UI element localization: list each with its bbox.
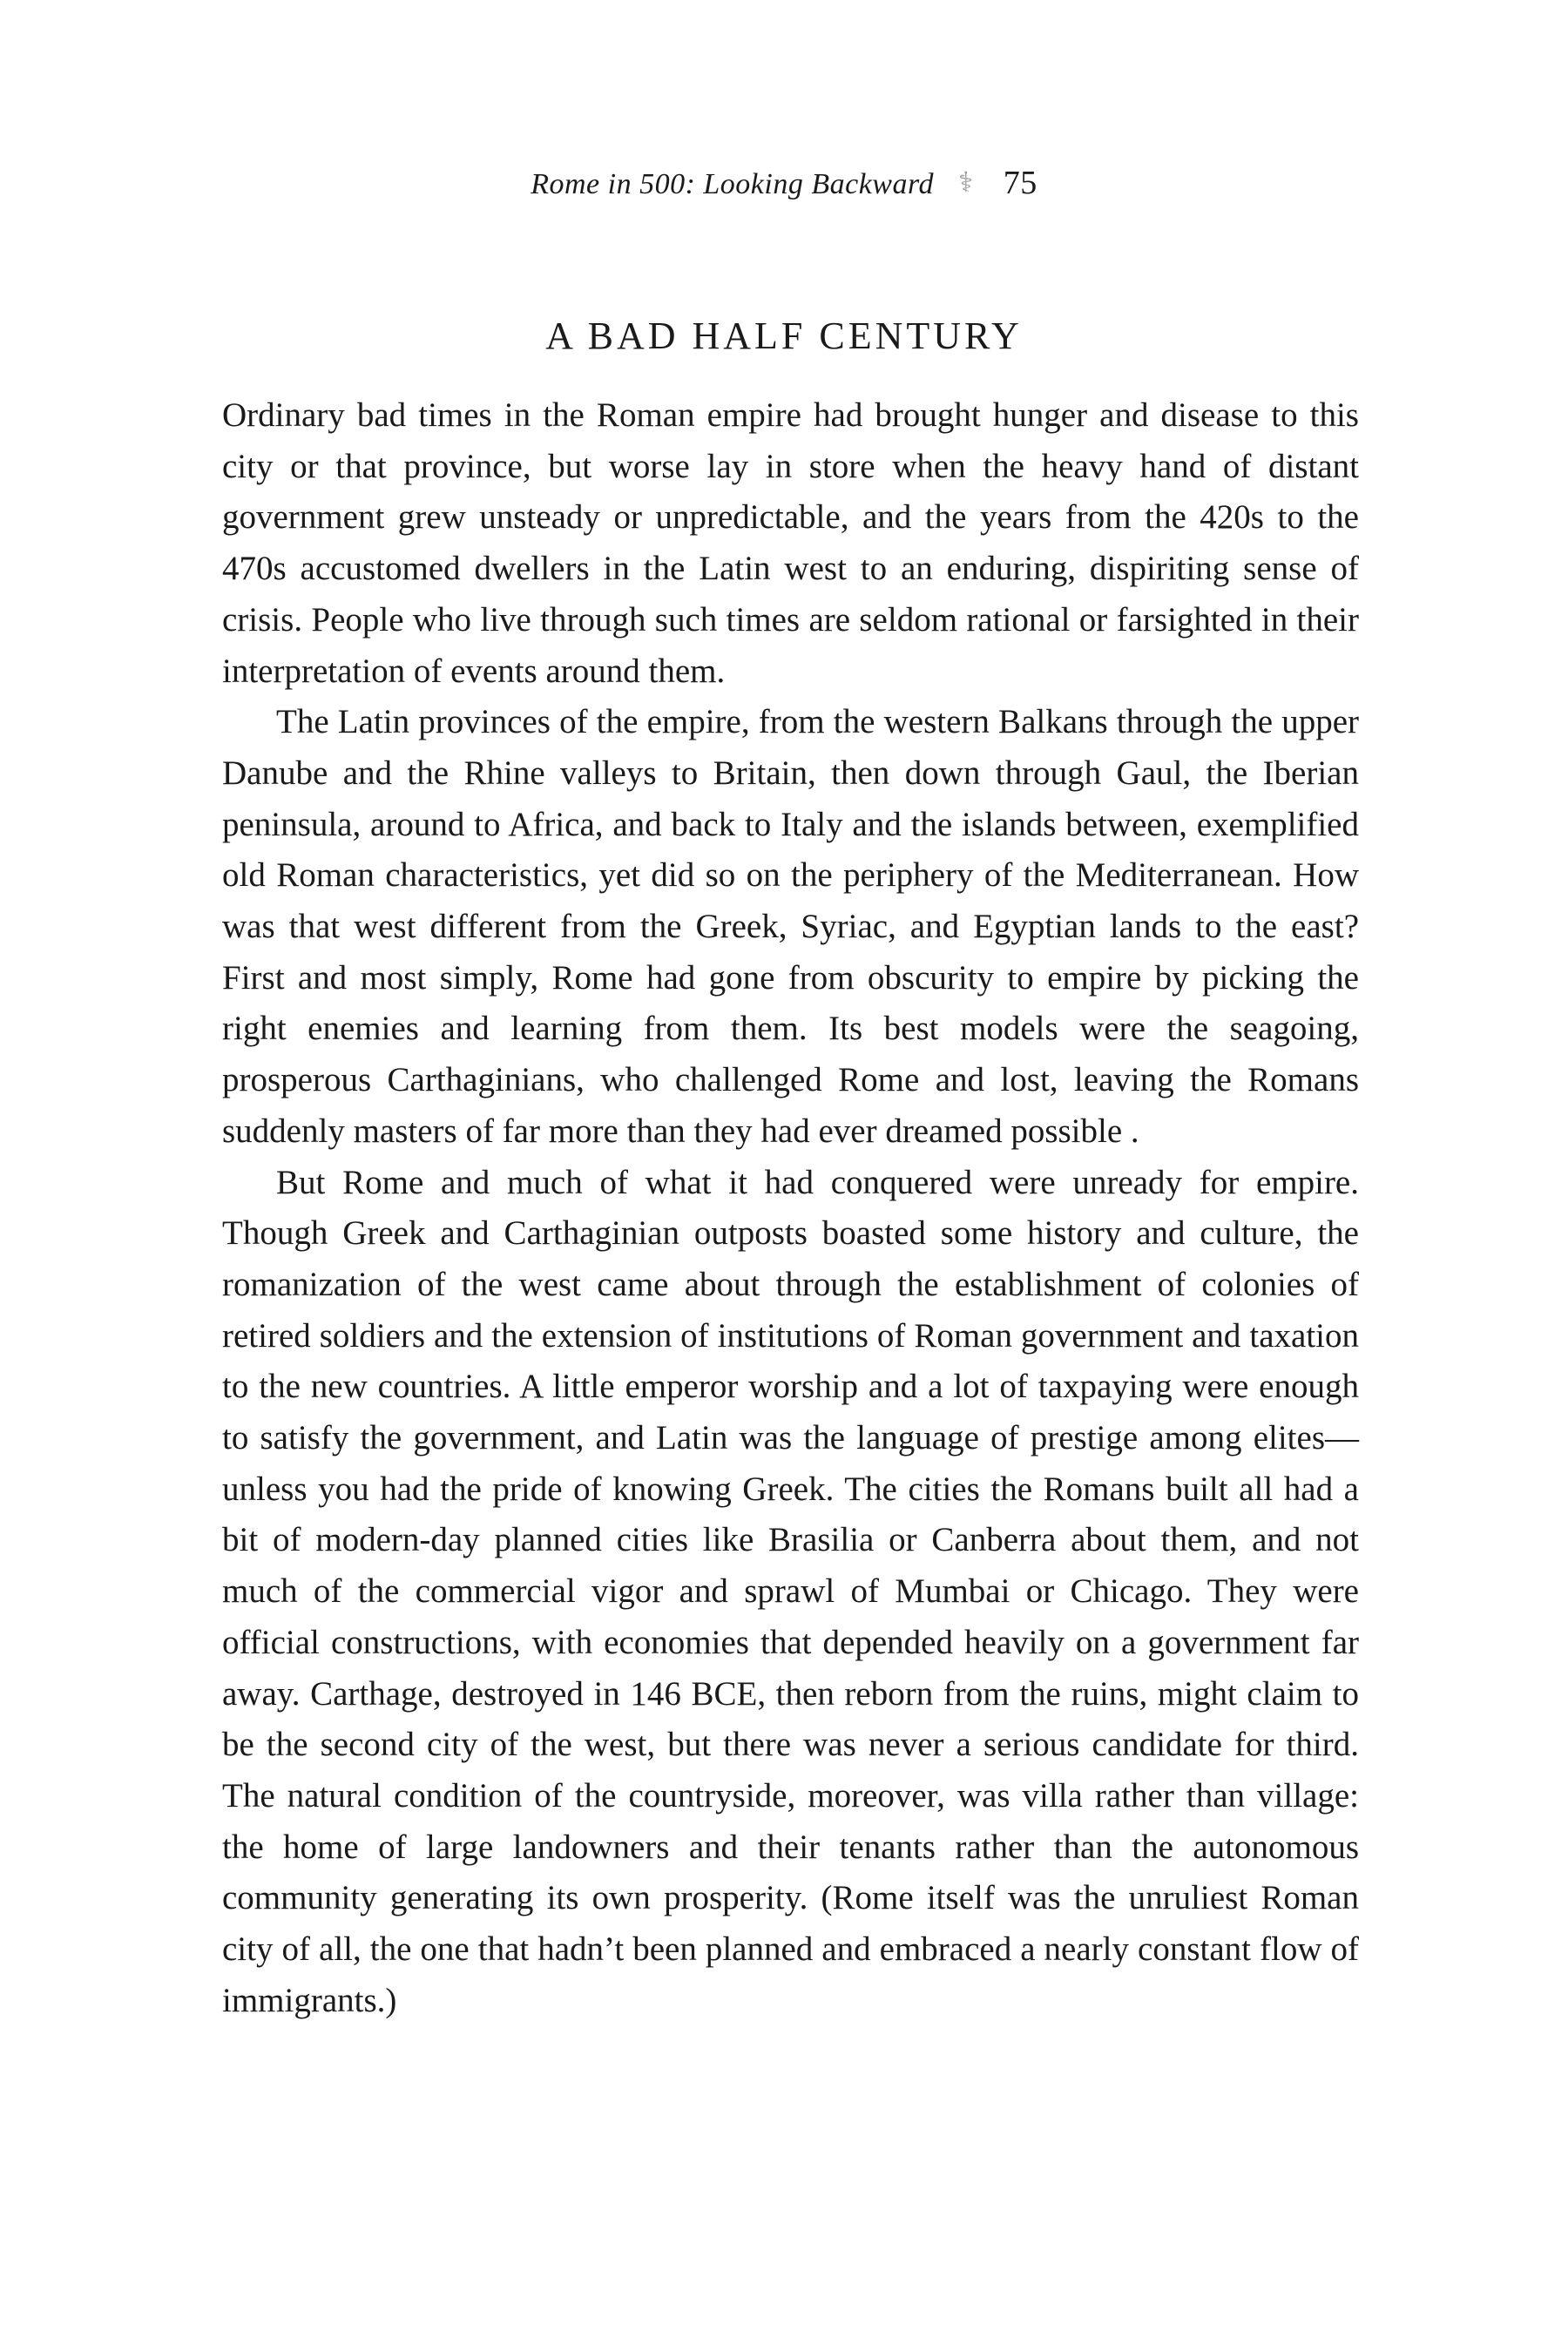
running-head — [0, 164, 1568, 202]
section-title: A BAD HALF CENTURY — [545, 314, 1023, 357]
caduceus-ornament-icon: ⚕ — [957, 166, 974, 198]
body-text — [222, 390, 1359, 2027]
paragraph-1: Ordinary bad times in the Roman empire had brought hunger and disease to this city or that province, but worse lay in store when the heavy hand of distant government grew unsteady or unpredictable, and the years from the 420s to the 470s accustomed dwellers in the Latin west to an enduring, dispiriting sense of crisis. People who live through such times are seldom rational or farsighted in their interpretation of events around them. — [222, 396, 1359, 690]
running-head-title: Rome in 500: Looking Backward — [531, 168, 934, 200]
page-number: 75 — [1003, 165, 1037, 201]
paragraph-2: The Latin provinces of the empire, from the western Balkans through the upper Danube and the Rhine valleys to Britain, then down through Gaul, the Iberian peninsula, around to Africa, and back to Italy and the islands between, exemplified old Roman characteristics, yet did so on the periphery of the Mediterranean. How was that west different from the Greek, Syriac, and Egyptian lands to the east? First and most simply, Rome had gone from obscurity to empire by picking the right enemies and learning from them. Its best models were the seagoing, prosperous Carthaginians, who challenged Rome and lost, leaving the Romans suddenly masters of far more than they had ever dreamed possible . — [222, 703, 1359, 1150]
paragraph-3: But Rome and much of what it had conquered were unready for empire. Though Greek and Carthaginian outposts boasted some history and culture, the romanization of the west came about through the establishment of colonies of retired soldiers and the extension of institutions of Roman government and taxation to the new countries. A little emperor worship and a lot of taxpaying were enough to satisfy the government, and Latin was the language of prestige among elites—unless you had the pride of knowing Greek. The cities the Romans built all had a bit of modern-day planned cities like Brasilia or Canberra about them, and not much of the commercial vigor and sprawl of Mumbai or Chicago. They were official constructions, with economies that depended heavily on a government far away. Carthage, destroyed in 146 BCE, then reborn from the ruins, might claim to be the second city of the west, but there was never a serious candidate for third. The natural condition of the countryside, moreover, was villa rather than village: the home of large landowners and their tenants rather than the autonomous community generating its own prosperity. (Rome itself was the unruliest Roman city of all, the one that hadn’t been planned and embraced a nearly constant flow of immigrants.) — [222, 1163, 1359, 2019]
